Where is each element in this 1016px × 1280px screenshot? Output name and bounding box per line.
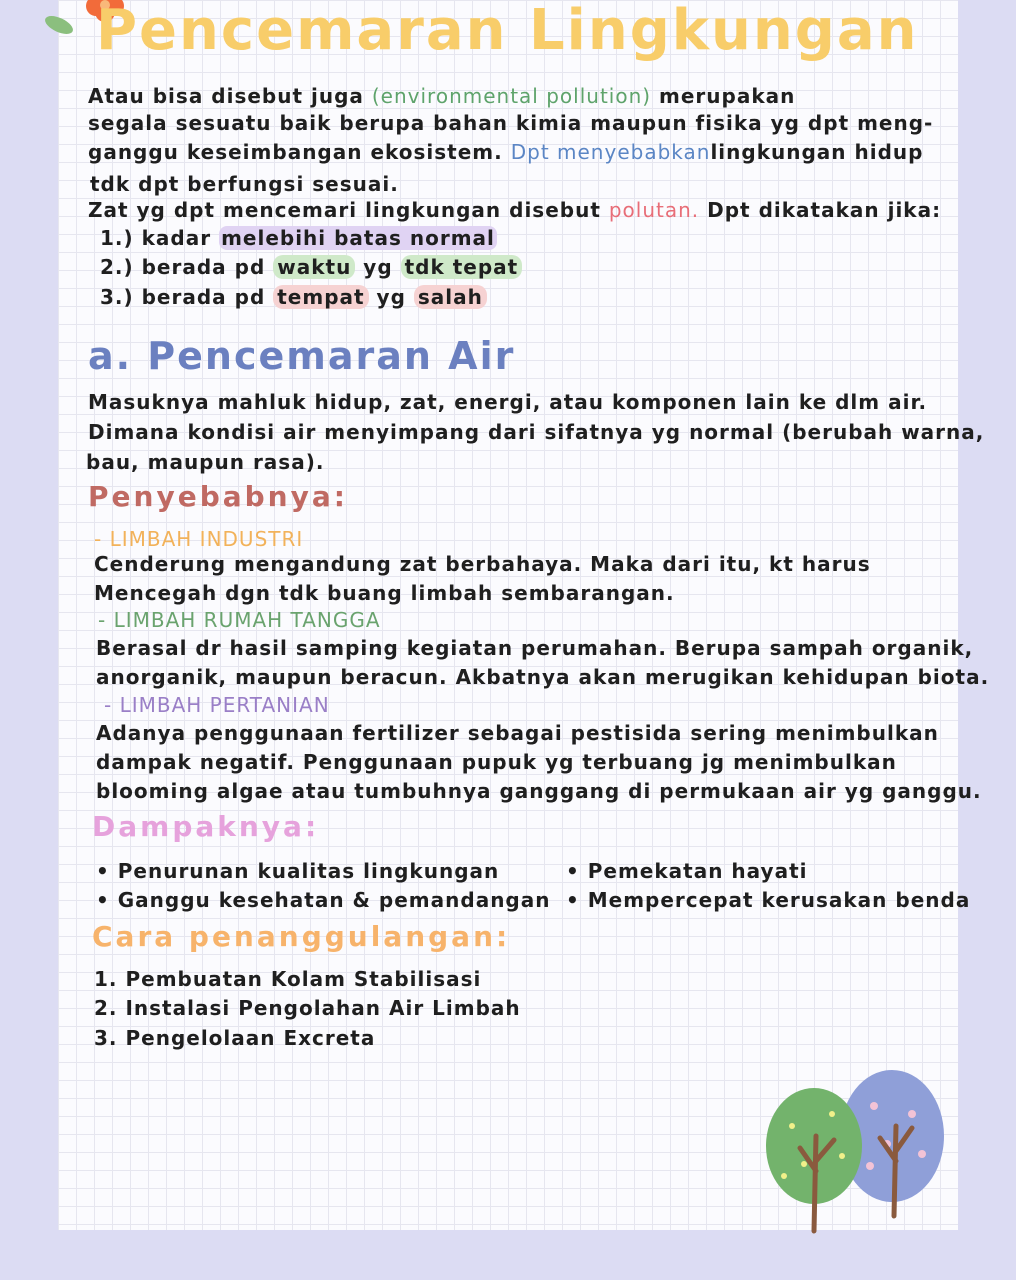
solution-item: 3. Pengelolaan Excreta (94, 1026, 376, 1050)
page-title: Pencemaran Lingkungan (96, 0, 919, 63)
causes-heading: Penyebabnya: (88, 480, 348, 513)
solutions-heading: Cara penanggulangan: (92, 920, 511, 953)
cause-text: Cenderung mengandung zat berbahaya. Maka dari itu, kt harus (94, 552, 871, 576)
impact-item: • Mempercepat kerusakan benda (566, 888, 971, 912)
cause-text: anorganik, maupun beracun. Akbatnya akan merugikan kehidupan biota. (96, 665, 990, 689)
condition-item: 3.) berada pd tempat yg salah (100, 285, 487, 309)
section-heading: a. Pencemaran Air (88, 334, 516, 378)
intro-line-4: tdk dpt berfungsi sesuai. (90, 172, 399, 196)
intro-line-5: Zat yg dpt mencemari lingkungan disebut polutan. Dpt dikatakan jika: (88, 198, 942, 222)
impacts-heading: Dampaknya: (92, 810, 320, 843)
leaf-icon (42, 14, 76, 36)
cause-text: dampak negatif. Penggunaan pupuk yg terbuang jg menimbulkan (96, 750, 897, 774)
impact-item: • Penurunan kualitas lingkungan (96, 859, 500, 883)
intro-line-3: ganggu keseimbangan ekosistem. Dpt menyebabkanlingkungan hidup (88, 140, 924, 164)
cause-label-pertanian: - LIMBAH PERTANIAN (104, 693, 330, 717)
cause-label-industri: - LIMBAH INDUSTRI (94, 527, 304, 551)
solution-item: 2. Instalasi Pengolahan Air Limbah (94, 996, 521, 1020)
cause-text: Adanya penggunaan fertilizer sebagai pestisida sering menimbulkan (96, 721, 939, 745)
cause-text: Berasal dr hasil samping kegiatan perumahan. Berupa sampah organik, (96, 636, 974, 660)
intro-line-1: Atau bisa disebut juga (environmental pollution) merupakan (88, 84, 796, 108)
cause-text: Mencegah dgn tdk buang limbah sembarangan. (94, 581, 675, 605)
condition-item: 2.) berada pd waktu yg tdk tepat (100, 255, 522, 279)
impact-item: • Ganggu kesehatan & pemandangan (96, 888, 551, 912)
section-desc-line: bau, maupun rasa). (86, 450, 325, 474)
cause-text: blooming algae atau tumbuhnya ganggang di permukaan air yg ganggu. (96, 779, 982, 803)
cause-label-rumah: - LIMBAH RUMAH TANGGA (98, 608, 381, 632)
section-desc-line: Masuknya mahluk hidup, zat, energi, atau komponen lain ke dlm air. (88, 390, 928, 414)
condition-item: 1.) kadar melebihi batas normal (100, 226, 495, 250)
trees-illustration (762, 1066, 952, 1236)
section-desc-line: Dimana kondisi air menyimpang dari sifatnya yg normal (berubah warna, (88, 420, 985, 444)
impact-item: • Pemekatan hayati (566, 859, 808, 883)
intro-line-2: segala sesuatu baik berupa bahan kimia maupun fisika yg dpt meng- (88, 111, 934, 135)
solution-item: 1. Pembuatan Kolam Stabilisasi (94, 967, 482, 991)
